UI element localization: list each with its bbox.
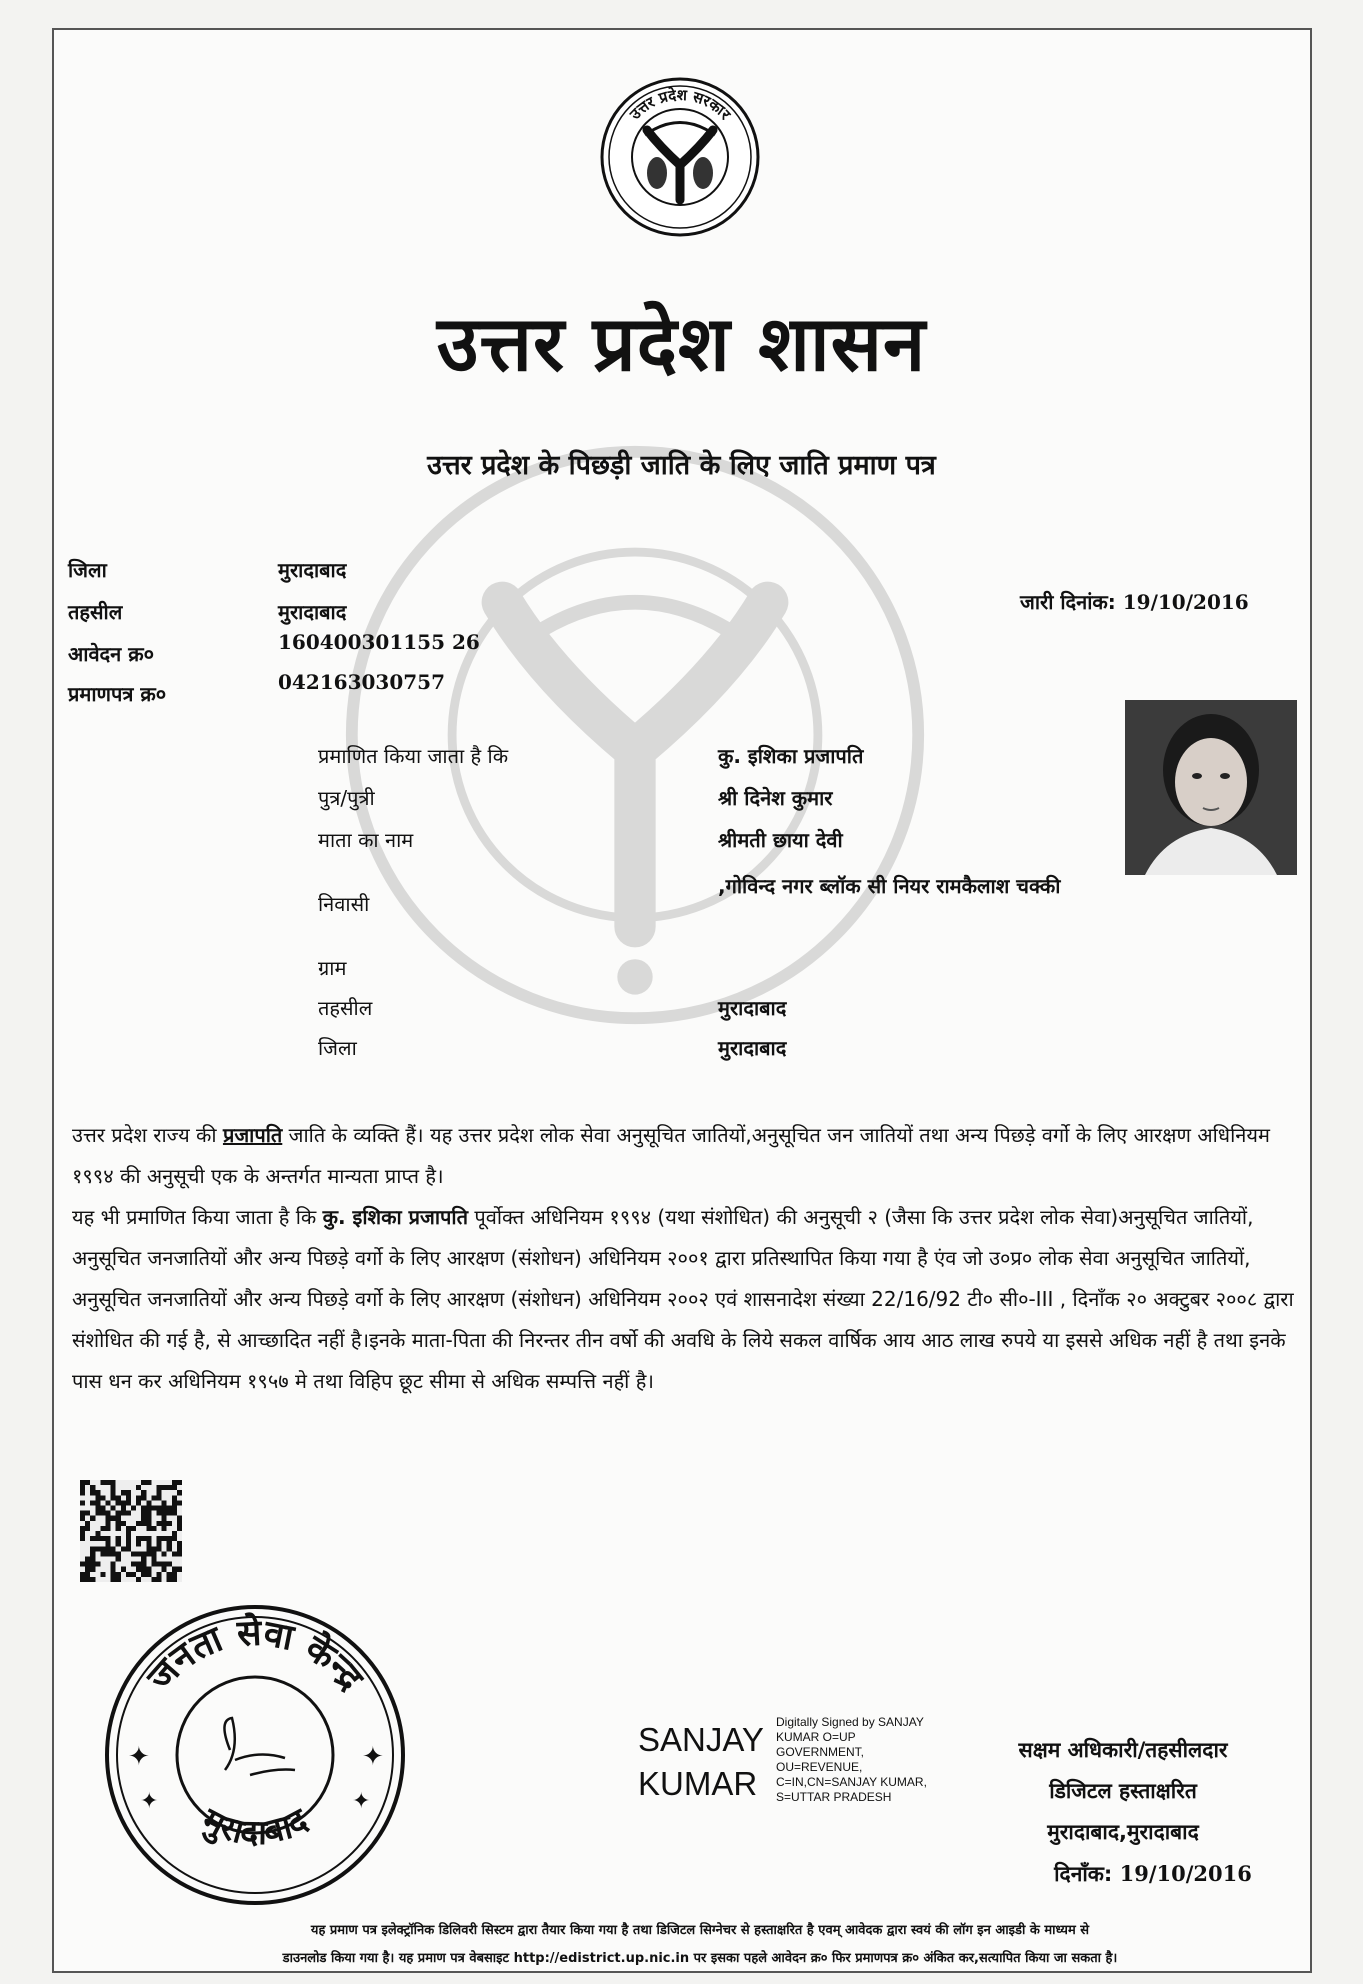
body-p1-pre: उत्तर प्रदेश राज्य की	[72, 1123, 223, 1147]
stamp-top-text: जनता सेवा केन्द्र	[139, 1612, 371, 1699]
field-value-district: मुरादाबाद	[718, 1036, 787, 1060]
sig-line: Digitally Signed by SANJAY	[776, 1715, 924, 1729]
svg-text:✦: ✦	[362, 1742, 384, 1772]
svg-text:जनता सेवा केन्द्र	[139, 1612, 372, 1700]
body-paragraph-2	[72, 1197, 1312, 1402]
body-applicant-name: कु. इशिका प्रजापति	[322, 1205, 468, 1229]
caste-name: प्रजापति	[222, 1123, 283, 1147]
body-p2-post: पूर्वोक्त अधिनियम १९९४ (यथा संशोधित) की अनुसूची २ (जैसा कि उत्तर प्रदेश लोक सेवा)अनुसूचित जातियों, अनुसूचित जनजातियों और अन्य पिछड़े वर्गो के लिए आरक्षण (संशोधन) अधिनियम २००१ द्वारा प्रतिस्थापित किया गया है एंव जो उ०प्र० लोक सेवा अनुसूचित जातियों, अनुसूचित जनजातियों और अन्य पिछड़े वर्गो के लिए आरक्षण (संशोधन) अधिनियम २००२ एवं शासनादेश संख्या 22/16/92 टी० सी०-III , दिनाँक २० अक्टुबर २००८ द्वारा संशोधित की गई है, से आच्छादित नहीं है।इनके माता-पिता की निरन्तर तीन वर्षो की अवधि के लिये सकल वार्षिक आय आठ लाख रुपये या इससे अधिक नहीं है तथा इनके पास धन कर अधिनियम १९५७ मे तथा विहिप छूट सीमा से अधिक सम्पत्ति नहीं है।	[72, 1205, 1294, 1393]
body-paragraph-1	[72, 1115, 1312, 1197]
digital-signature-details	[776, 1715, 976, 1805]
certificate-subtitle: उत्तर प्रदेश के पिछड़ी जाति के लिए जाति प्रमाण पत्र	[427, 450, 936, 481]
field-value-name: कु. इशिका प्रजापति	[718, 744, 864, 768]
field-label-son-daughter: पुत्र/पुत्री	[318, 786, 375, 810]
field-label-village: ग्राम	[318, 956, 347, 980]
svg-text:✦: ✦	[128, 1742, 150, 1772]
sig-line: C=IN,CN=SANJAY KUMAR,	[776, 1775, 927, 1789]
field-value-father: श्री दिनेश कुमार	[718, 786, 833, 810]
authority-place: मुरादाबाद,मुरादाबाद	[1047, 1820, 1199, 1844]
svg-text:✦: ✦	[140, 1789, 159, 1814]
signer-name-line2: KUMAR	[638, 1765, 758, 1802]
field-value-address: ,गोविन्द नगर ब्लॉक सी नियर रामकैलाश चक्की	[718, 874, 1061, 898]
field-value-mother: श्रीमती छाया देवी	[718, 828, 843, 852]
field-label-tehsil: तहसील	[318, 996, 373, 1020]
authority-sign-type: डिजिटल हस्ताक्षरित	[1049, 1779, 1197, 1803]
authority-title: सक्षम अधिकारी/तहसीलदार	[1018, 1738, 1228, 1762]
watermark-emblem	[340, 440, 930, 1030]
certificate-body	[72, 1115, 1312, 1402]
janta-seva-kendra-stamp	[100, 1600, 410, 1910]
sig-line: KUMAR O=UP	[776, 1730, 856, 1744]
footer-line1: यह प्रमाण पत्र इलेक्ट्रॉनिक डिलिवरी सिस्टम द्वारा तैयार किया गया है तथा डिजिटल सिग्नेचर से हस्ताक्षरित है एवम् आवेदक द्वारा स्वयं की लॉग इन आइडी के माध्यम से	[310, 1923, 1090, 1938]
sig-line: OU=REVENUE,	[776, 1760, 863, 1774]
stamp-bottom-text: मुरादाबाद	[195, 1800, 315, 1853]
qr-code	[80, 1480, 182, 1582]
sig-line: S=UTTAR PRADESH	[776, 1790, 892, 1804]
field-label-mother: माता का नाम	[318, 828, 414, 852]
header-value-application-no: 160400301155 26	[278, 630, 480, 654]
header-value-certificate-no: 042163030757	[278, 670, 445, 694]
body-p1-post: जाति के व्यक्ति हैं। यह उत्तर प्रदेश लोक सेवा अनुसूचित जातियों,अनुसूचित जन जातियों तथा अन्य पिछड़े वर्गो के लिए आरक्षण अधिनियम १९९४ की अनुसूची एक के अन्तर्गत मान्यता प्राप्त है।	[72, 1123, 1270, 1188]
signer-name-line1: SANJAY	[638, 1721, 764, 1758]
applicant-photo	[1125, 700, 1297, 875]
seal-text: उत्तर प्रदेश सरकार	[626, 85, 735, 124]
field-label-district: जिला	[318, 1036, 357, 1060]
field-label-resident: निवासी	[318, 892, 370, 916]
header-value-district: मुरादाबाद	[278, 558, 347, 582]
header-label-tehsil: तहसील	[68, 600, 123, 624]
sig-line: GOVERNMENT,	[776, 1745, 865, 1759]
issue-date	[1020, 588, 1249, 615]
authority-date-label: दिनाँक:	[1054, 1862, 1113, 1886]
header-label-district: जिला	[68, 558, 107, 582]
signer-name	[638, 1718, 764, 1806]
field-label-certified: प्रमाणित किया जाता है कि	[318, 744, 509, 768]
footer-line2: डाउनलोड किया गया है। यह प्रमाण पत्र वेबसाइट http://edistrict.up.nic.in पर इसका पहले आवेदन क्र० फिर प्रमाणपत्र क्र० अंकित कर,सत्यापित किया जा सकता है।	[282, 1951, 1118, 1966]
header-value-tehsil: मुरादाबाद	[278, 600, 347, 624]
main-title: उत्तर प्रदेश शासन	[436, 299, 927, 388]
footer-note	[100, 1917, 1300, 1973]
svg-text:✦: ✦	[352, 1789, 371, 1814]
header-label-certificate-no: प्रमाणपत्र क्र०	[68, 682, 167, 706]
authority-date	[973, 1853, 1273, 1895]
issue-date-value: 19/10/2016	[1122, 590, 1249, 614]
issue-date-label: जारी दिनांक:	[1020, 590, 1116, 614]
header-label-application-no: आवेदन क्र०	[68, 642, 155, 666]
svg-text:मुरादाबाद	[194, 1800, 315, 1853]
body-p2-pre: यह भी प्रमाणित किया जाता है कि	[72, 1205, 323, 1229]
field-value-tehsil: मुरादाबाद	[718, 996, 787, 1020]
up-government-seal	[595, 75, 765, 240]
authority-date-value: 19/10/2016	[1119, 1861, 1252, 1886]
issuing-authority	[973, 1730, 1273, 1895]
